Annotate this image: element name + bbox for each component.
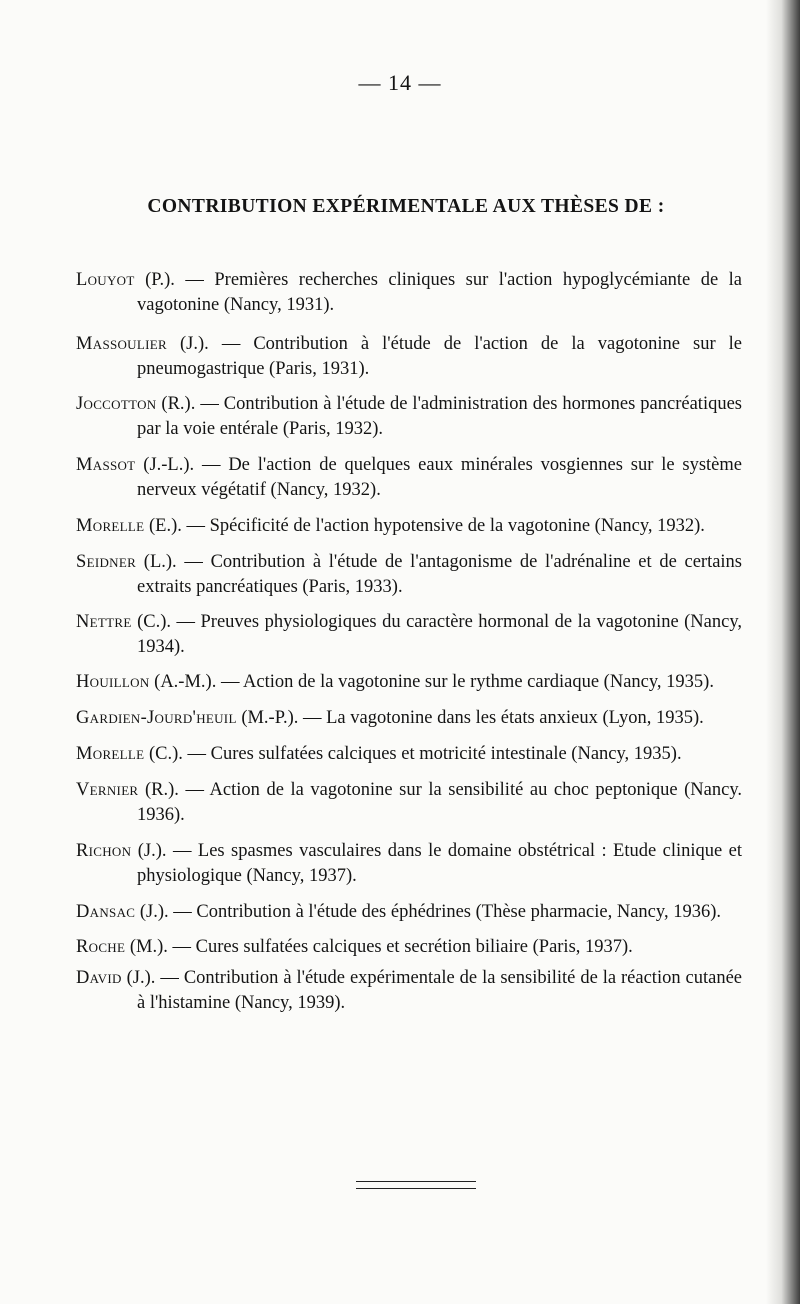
thesis-entry bbox=[76, 839, 742, 889]
thesis-description: — Premières recherches cliniques sur l'action hypoglycémiante de la vagotonine (Nancy, 1931). bbox=[137, 270, 743, 315]
author-initials: (J.). bbox=[126, 968, 156, 988]
thesis-entry bbox=[76, 966, 742, 1016]
author-initials: (J.). bbox=[137, 841, 167, 861]
author-name: Richon bbox=[76, 841, 132, 861]
thesis-entry bbox=[76, 610, 742, 660]
page-number: — 14 — bbox=[358, 70, 442, 95]
thesis-description: — Spécificité de l'action hypotensive de la vagotonine (Nancy, 1932). bbox=[186, 516, 705, 536]
thesis-description: — Cures sulfatées calciques et motricité intestinale (Nancy, 1935). bbox=[187, 744, 682, 764]
author-name: Massoulier bbox=[76, 334, 167, 354]
thesis-entry bbox=[76, 332, 742, 382]
author-name: Massot bbox=[76, 455, 136, 475]
thesis-description: — Preuves physiologiques du caractère hormonal de la vagotonine (Nancy, 1934). bbox=[137, 612, 743, 657]
author-name: Morelle bbox=[76, 744, 145, 764]
thesis-description: — Action de la vagotonine sur le rythme cardiaque (Nancy, 1935). bbox=[220, 672, 714, 692]
author-initials: (J.-L.). bbox=[143, 455, 195, 475]
thesis-entry bbox=[76, 392, 742, 442]
author-initials: (M.). bbox=[129, 937, 168, 957]
thesis-entry bbox=[76, 935, 742, 960]
author-initials: (R.). bbox=[161, 394, 196, 414]
author-name: Vernier bbox=[76, 780, 139, 800]
thesis-description: — Contribution à l'étude des éphédrines (Thèse pharmacie, Nancy, 1936). bbox=[173, 902, 721, 922]
thesis-description: — Contribution à l'étude de l'action de la vagotonine sur le pneumogastrique (Paris, 1931). bbox=[137, 334, 743, 379]
thesis-description: — Contribution à l'étude de l'antagonisme de l'adrénaline et de certains extraits pancréatiques (Paris, 1933). bbox=[137, 552, 743, 597]
thesis-entry bbox=[76, 900, 742, 925]
author-name: Joccotton bbox=[76, 394, 157, 414]
thesis-description: — Les spasmes vasculaires dans le domaine obstétrical : Etude clinique et physiologique (Nancy, 1937). bbox=[137, 841, 743, 886]
author-name: Gardien-Jourd'heuil bbox=[76, 708, 237, 728]
author-initials: (L.). bbox=[143, 552, 177, 572]
thesis-description: — Cures sulfatées calciques et secrétion biliaire (Paris, 1937). bbox=[172, 937, 633, 957]
author-name: David bbox=[76, 968, 122, 988]
author-name: Houillon bbox=[76, 672, 150, 692]
author-initials: (R.). bbox=[144, 780, 179, 800]
author-initials: (P.). bbox=[145, 270, 175, 290]
thesis-description: — Action de la vagotonine sur la sensibilité au choc peptonique (Nancy. 1936). bbox=[137, 780, 743, 825]
thesis-description: — La vagotonine dans les états anxieux (Lyon, 1935). bbox=[302, 708, 704, 728]
thesis-entry bbox=[76, 550, 742, 600]
thesis-description: — Contribution à l'étude expérimentale de la sensibilité de la réaction cutanée à l'histamine (Nancy, 1939). bbox=[137, 968, 743, 1013]
thesis-entry bbox=[76, 670, 742, 695]
thesis-description: — Contribution à l'étude de l'administration des hormones pancréatiques par la voie entérale (Paris, 1932). bbox=[137, 394, 742, 439]
section-heading: CONTRIBUTION EXPÉRIMENTALE AUX THÈSES DE : bbox=[147, 196, 665, 217]
author-name: Nettre bbox=[76, 612, 132, 632]
closing-double-rule bbox=[356, 1181, 476, 1189]
thesis-entry bbox=[76, 453, 742, 503]
author-initials: (E.). bbox=[149, 516, 182, 536]
author-name: Morelle bbox=[76, 516, 145, 536]
author-initials: (M.-P.). bbox=[241, 708, 299, 728]
author-name: Louyot bbox=[76, 270, 135, 290]
author-initials: (C.). bbox=[149, 744, 183, 764]
author-initials: (J.). bbox=[139, 902, 169, 922]
author-name: Seidner bbox=[76, 552, 137, 572]
thesis-entry bbox=[76, 706, 742, 731]
author-initials: (A.-M.). bbox=[154, 672, 217, 692]
author-name: Roche bbox=[76, 937, 126, 957]
thesis-entry bbox=[76, 514, 742, 539]
thesis-description: — De l'action de quelques eaux minérales vosgiennes sur le système nerveux végétatif (Nancy, 1932). bbox=[137, 455, 742, 500]
thesis-entry bbox=[76, 742, 742, 767]
thesis-entry bbox=[76, 778, 742, 828]
author-initials: (J.). bbox=[180, 334, 209, 354]
author-initials: (C.). bbox=[137, 612, 172, 632]
author-name: Dansac bbox=[76, 902, 136, 922]
thesis-entry bbox=[76, 268, 742, 318]
thesis-list bbox=[76, 268, 742, 1016]
